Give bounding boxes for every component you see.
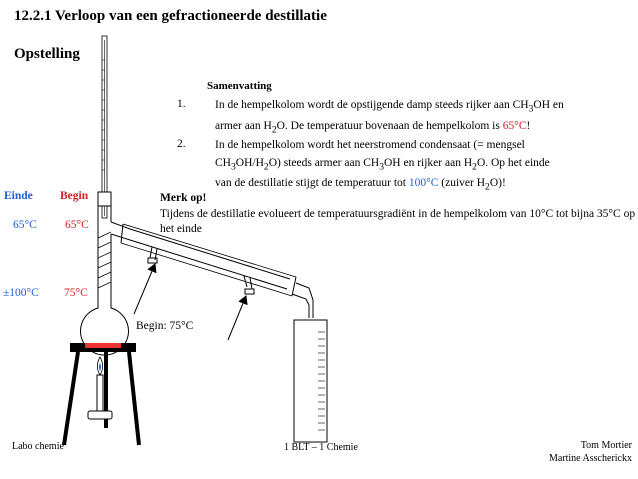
einde-top-temp: 65°C (13, 219, 37, 231)
footer-center: 1 BLT – 1 Chemie (284, 442, 358, 453)
label-einde: Einde (4, 190, 33, 202)
note-text: Tijdens de destillatie evolueert de temperatuursgradiënt in de hempelkolom van 10°C tot bijna 35°C op het einde (160, 207, 636, 235)
summary-item-2-line-1: In de hempelkolom wordt het neerstromend condensaat (= mengsel (215, 139, 525, 151)
section-title: Opstelling (14, 46, 80, 62)
summary-item-1-line-2: armer aan $H_2O$. De temperatuur bovenaan de hempelkolom is 65°C! (215, 119, 531, 136)
page-title: 12.2.1 Verloop van een gefractioneerde destillatie (14, 8, 327, 24)
label-begin: Begin (60, 190, 89, 202)
begin-bottom-temp: 75°C (64, 287, 88, 299)
bunsen-burner (88, 357, 112, 419)
thermometer (98, 36, 111, 218)
hempel-column (98, 206, 111, 298)
end-temperature-value: 100°C (408, 177, 439, 190)
flask-begin-temp: Begin: 75°C (136, 320, 194, 332)
summary-item-2-line-3: van de destillatie stijgt de temperatuur tot 100°C (zuiver $H_2O$)! (215, 177, 506, 193)
summary-item-2-number: 2. (177, 138, 186, 150)
arrow-condensate (134, 264, 155, 314)
footer-left: Labo chemie (12, 441, 64, 452)
condenser (111, 222, 313, 318)
begin-top-temp: 65°C (65, 219, 89, 231)
arrow-vapor (228, 296, 246, 340)
receiving-cylinder (294, 320, 327, 442)
summary-item-1-line-1: In de hempelkolom wordt de opstijgende damp steeds rijker aan $CH_3OH$ en (215, 99, 564, 115)
note-title: Merk op! (160, 192, 207, 204)
summary-item-1-number: 1. (177, 98, 186, 110)
einde-bottom-temp: ±100°C (3, 287, 39, 299)
summary-title: Samenvatting (207, 80, 272, 92)
summary-item-2-line-2: $CH_3OH/H_2O$) steeds armer aan $CH_3OH$ en rijker aan $H_2O$. Op het einde (215, 156, 550, 172)
top-temperature-value: 65°C (502, 119, 527, 132)
footer-right: Tom Mortier Martine Asscherickx (548, 440, 632, 464)
